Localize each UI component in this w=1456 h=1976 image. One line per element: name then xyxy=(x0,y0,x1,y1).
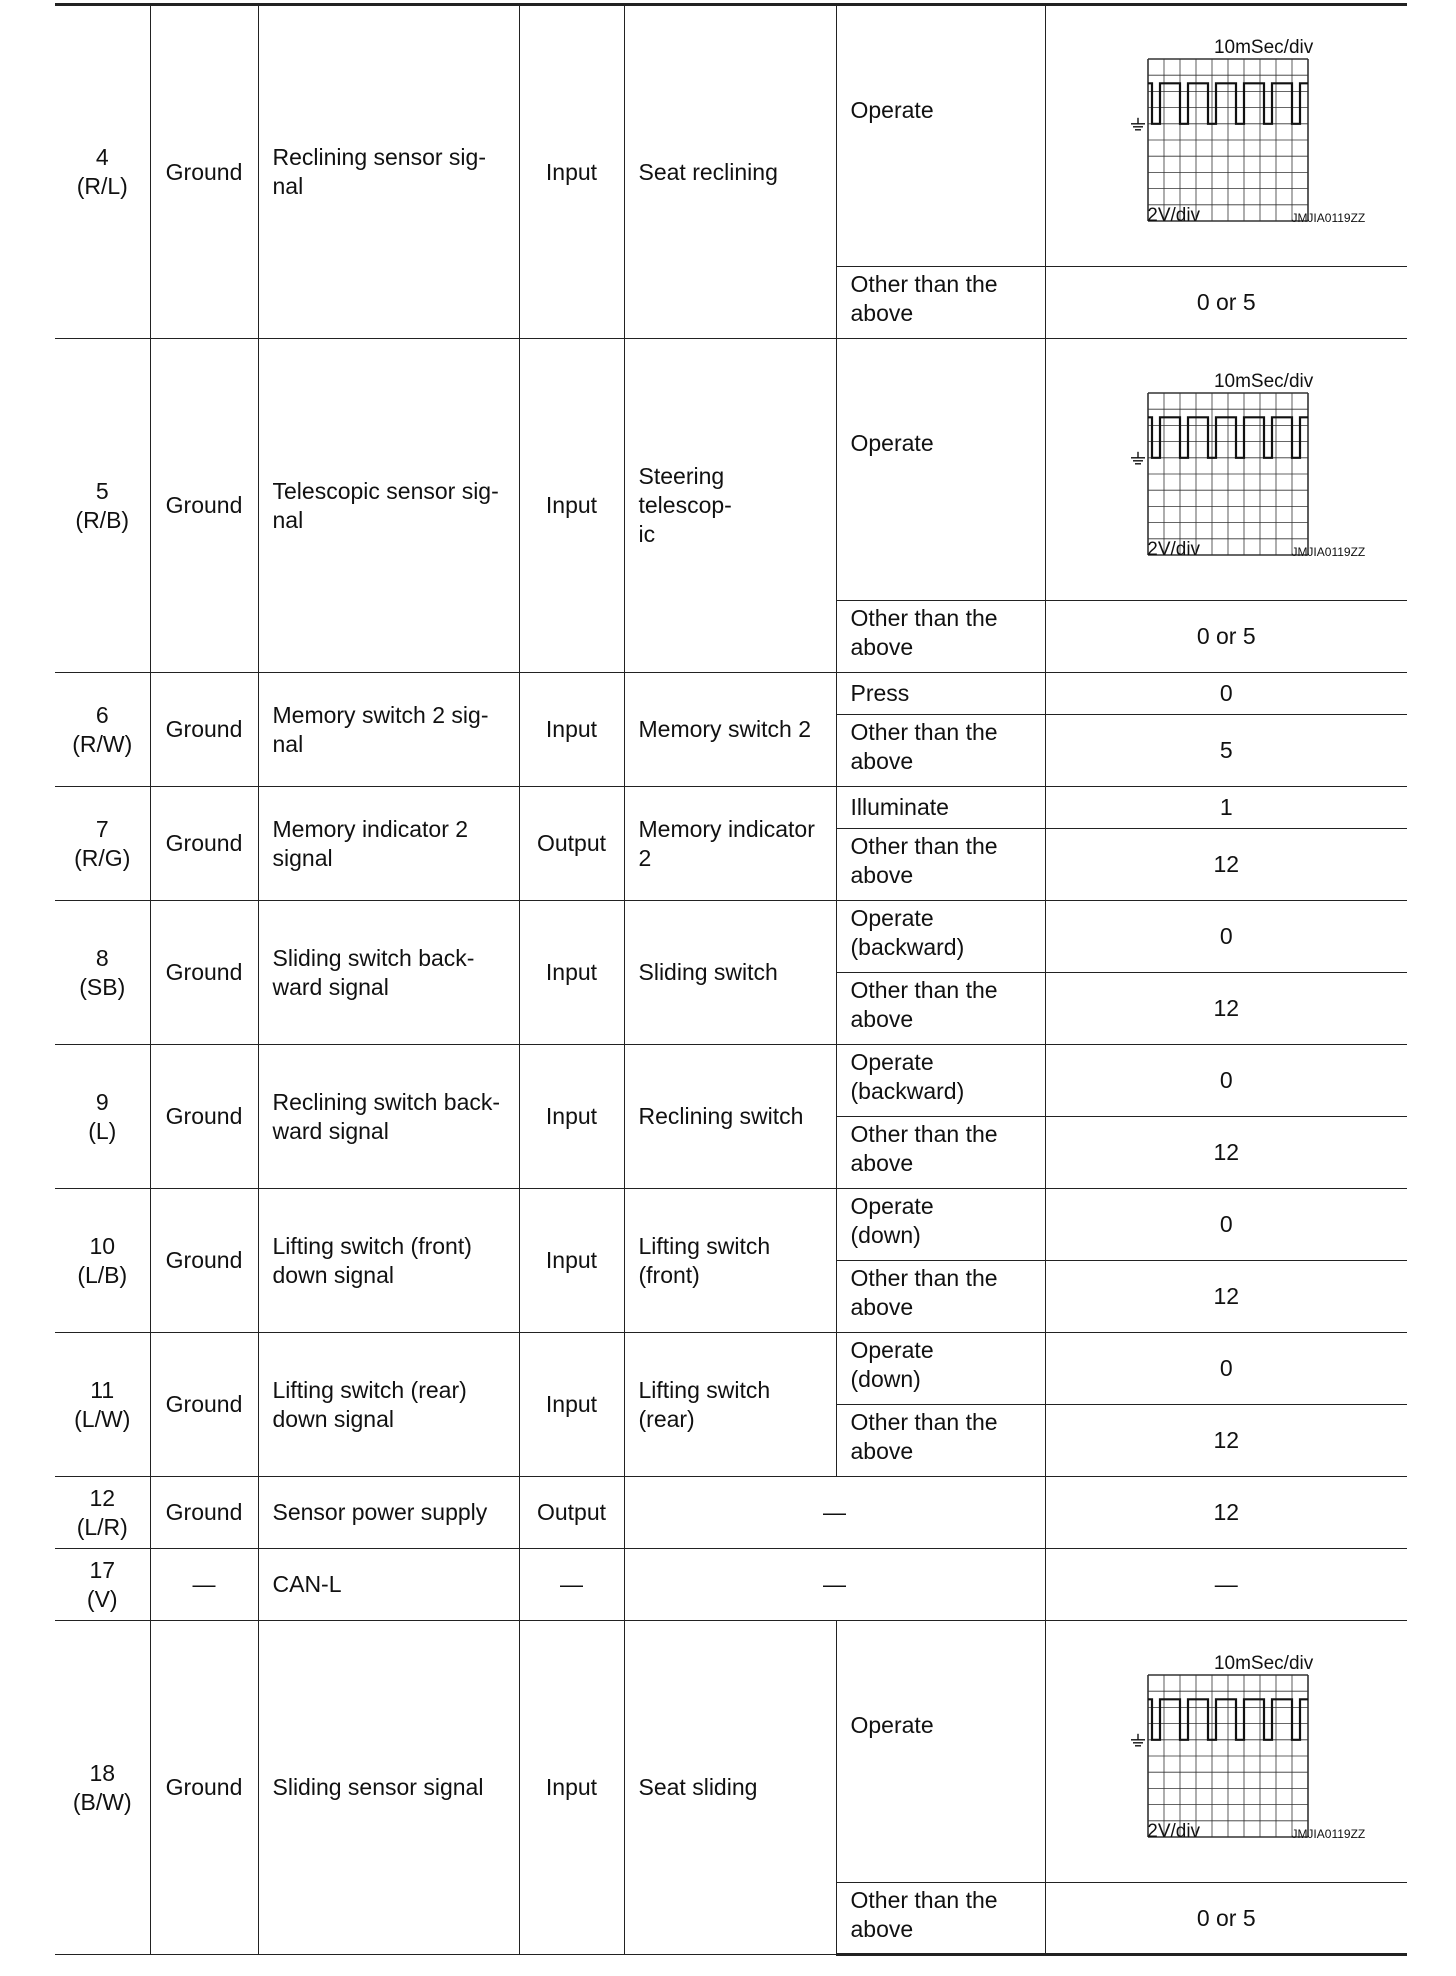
terminal-number: 7 xyxy=(95,815,109,842)
voltage-division-label: 2V/div xyxy=(1147,1820,1201,1842)
signal-description: CAN-L xyxy=(258,1549,519,1621)
wire-color: (L) xyxy=(88,1117,117,1144)
ground-cell: Ground xyxy=(150,1477,258,1549)
state-cell: Press xyxy=(836,673,1045,715)
terminal-cell xyxy=(55,1045,150,1189)
time-division-label: 10mSec/div xyxy=(1213,37,1314,58)
state-cell: Other than the above xyxy=(836,829,1045,901)
table-row xyxy=(55,1477,1407,1549)
terminal-number: 10 xyxy=(89,1232,116,1259)
voltage-value: 0 xyxy=(1045,1189,1407,1261)
state-cell: Other than the above xyxy=(836,715,1045,787)
state-cell: Other than the above xyxy=(836,973,1045,1045)
terminal-cell xyxy=(55,787,150,901)
time-division-label: 10mSec/div xyxy=(1213,370,1314,392)
condition-cell: Steering telescop- ic xyxy=(624,339,836,673)
state-cell: Other than the above xyxy=(836,1261,1045,1333)
terminal-cell xyxy=(55,1333,150,1477)
terminal-cell xyxy=(55,1549,150,1621)
condition-cell: — xyxy=(624,1477,1045,1549)
state-cell: Operate xyxy=(836,1621,1045,1883)
condition-cell: Sliding switch xyxy=(624,901,836,1045)
table-row xyxy=(55,1045,1407,1117)
wire-color: (SB) xyxy=(79,973,126,1000)
signal-description: Lifting switch (rear) down signal xyxy=(258,1333,519,1477)
terminal-cell xyxy=(55,901,150,1045)
voltage-value: 12 xyxy=(1045,973,1407,1045)
waveform-graph xyxy=(1081,37,1371,235)
voltage-value: — xyxy=(1045,1549,1407,1621)
terminal-cell xyxy=(55,339,150,673)
figure-code-label: JMJIA0119ZZ xyxy=(1291,544,1366,559)
wire-color: (B/W) xyxy=(72,1788,132,1815)
voltage-value: 12 xyxy=(1045,1261,1407,1333)
voltage-division-label: 2V/div xyxy=(1147,205,1201,226)
signal-description: Reclining sensor sig- nal xyxy=(258,5,519,339)
wire-color: (L/R) xyxy=(76,1513,128,1540)
ground-marker-icon xyxy=(1131,451,1145,463)
ground-cell: Ground xyxy=(150,1045,258,1189)
figure-code-label: JMJIA0119ZZ xyxy=(1291,1826,1366,1841)
table-row xyxy=(55,1549,1407,1621)
voltage-value: 12 xyxy=(1045,829,1407,901)
voltage-value: 0 xyxy=(1045,1333,1407,1405)
signal-description: Lifting switch (front) down signal xyxy=(258,1189,519,1333)
condition-cell: Lifting switch (front) xyxy=(624,1189,836,1333)
state-cell: Operate (backward) xyxy=(836,901,1045,973)
waveform-graph xyxy=(1081,371,1371,569)
input-output-cell: Input xyxy=(519,1189,624,1333)
table-row xyxy=(55,339,1407,601)
oscilloscope-waveform xyxy=(1081,371,1371,569)
terminal-number: 4 xyxy=(95,144,109,170)
condition-cell: Lifting switch (rear) xyxy=(624,1333,836,1477)
terminal-number: 11 xyxy=(90,1376,115,1403)
ground-cell: Ground xyxy=(150,1621,258,1955)
terminal-cell xyxy=(55,5,150,339)
wire-color: (V) xyxy=(86,1585,118,1612)
ground-cell: Ground xyxy=(150,1333,258,1477)
state-cell: Other than the above xyxy=(836,267,1045,339)
voltage-value: 12 xyxy=(1045,1477,1407,1549)
signal-description: Memory switch 2 sig- nal xyxy=(258,673,519,787)
condition-cell: — xyxy=(624,1549,1045,1621)
terminal-cell xyxy=(55,1189,150,1333)
state-cell: Operate xyxy=(836,339,1045,601)
wire-color: (R/G) xyxy=(74,844,131,871)
terminal-spec-table xyxy=(55,3,1407,1956)
voltage-value: 1 xyxy=(1045,787,1407,829)
ground-marker-icon xyxy=(1131,118,1145,130)
terminal-number: 12 xyxy=(89,1484,116,1511)
voltage-value: 0 xyxy=(1045,1045,1407,1117)
waveform-cell xyxy=(1045,1621,1407,1883)
terminal-number: 6 xyxy=(95,701,109,728)
oscilloscope-waveform xyxy=(1081,1653,1371,1851)
state-cell: Operate (down) xyxy=(836,1333,1045,1405)
state-cell: Other than the above xyxy=(836,1883,1045,1955)
terminal-number: 17 xyxy=(89,1556,116,1583)
voltage-value: 0 or 5 xyxy=(1045,601,1407,673)
state-cell: Operate xyxy=(836,5,1045,267)
condition-cell: Seat reclining xyxy=(624,5,836,339)
waveform-cell xyxy=(1045,5,1407,267)
state-cell: Illuminate xyxy=(836,787,1045,829)
input-output-cell: Input xyxy=(519,673,624,787)
terminal-number: 8 xyxy=(95,944,109,971)
voltage-value: 5 xyxy=(1045,715,1407,787)
signal-description: Sliding sensor signal xyxy=(258,1621,519,1955)
terminal-number: 9 xyxy=(95,1088,109,1115)
table-row xyxy=(55,787,1407,829)
voltage-value: 12 xyxy=(1045,1405,1407,1477)
state-cell: Other than the above xyxy=(836,1117,1045,1189)
wire-color: (R/L) xyxy=(76,173,128,199)
input-output-cell: Input xyxy=(519,1621,624,1955)
input-output-cell: — xyxy=(519,1549,624,1621)
ground-cell: — xyxy=(150,1549,258,1621)
input-output-cell: Output xyxy=(519,787,624,901)
condition-cell: Reclining switch xyxy=(624,1045,836,1189)
input-output-cell: Input xyxy=(519,339,624,673)
table-body xyxy=(55,5,1407,1955)
ground-cell: Ground xyxy=(150,901,258,1045)
condition-cell: Seat sliding xyxy=(624,1621,836,1955)
table-row xyxy=(55,1189,1407,1261)
table-row xyxy=(55,673,1407,715)
table-row xyxy=(55,1333,1407,1405)
signal-description: Sliding switch back- ward signal xyxy=(258,901,519,1045)
input-output-cell: Input xyxy=(519,1045,624,1189)
voltage-value: 0 xyxy=(1045,673,1407,715)
voltage-value: 0 xyxy=(1045,901,1407,973)
input-output-cell: Output xyxy=(519,1477,624,1549)
state-cell: Other than the above xyxy=(836,1405,1045,1477)
signal-description: Telescopic sensor sig- nal xyxy=(258,339,519,673)
input-output-cell: Input xyxy=(519,1333,624,1477)
terminal-number: 5 xyxy=(95,477,109,504)
oscilloscope-waveform xyxy=(1081,37,1371,235)
voltage-value: 0 or 5 xyxy=(1045,1883,1407,1955)
state-cell: Other than the above xyxy=(836,601,1045,673)
input-output-cell: Input xyxy=(519,901,624,1045)
wire-color: (L/B) xyxy=(77,1261,128,1288)
terminal-cell xyxy=(55,1621,150,1955)
terminal-number: 18 xyxy=(89,1759,116,1786)
signal-description: Memory indicator 2 signal xyxy=(258,787,519,901)
terminal-cell xyxy=(55,1477,150,1549)
waveform-cell xyxy=(1045,339,1407,601)
waveform-graph xyxy=(1081,1653,1371,1851)
ground-cell: Ground xyxy=(150,673,258,787)
condition-cell: Memory switch 2 xyxy=(624,673,836,787)
ground-cell: Ground xyxy=(150,5,258,339)
voltage-value: 0 or 5 xyxy=(1045,267,1407,339)
table-row xyxy=(55,901,1407,973)
time-division-label: 10mSec/div xyxy=(1213,1652,1314,1674)
table-row xyxy=(55,5,1407,267)
input-output-cell: Input xyxy=(519,5,624,339)
wire-color: (R/B) xyxy=(75,506,130,533)
ground-marker-icon xyxy=(1131,1733,1145,1745)
state-cell: Operate (backward) xyxy=(836,1045,1045,1117)
ground-cell: Ground xyxy=(150,787,258,901)
voltage-division-label: 2V/div xyxy=(1147,538,1201,560)
terminal-cell xyxy=(55,673,150,787)
figure-code-label: JMJIA0119ZZ xyxy=(1291,211,1366,225)
ground-cell: Ground xyxy=(150,1189,258,1333)
signal-description: Sensor power supply xyxy=(258,1477,519,1549)
condition-cell: Memory indicator 2 xyxy=(624,787,836,901)
state-cell: Operate (down) xyxy=(836,1189,1045,1261)
ground-cell: Ground xyxy=(150,339,258,673)
wire-color: (L/W) xyxy=(74,1405,131,1432)
table-row xyxy=(55,1621,1407,1883)
wire-color: (R/W) xyxy=(72,730,133,757)
voltage-value: 12 xyxy=(1045,1117,1407,1189)
signal-description: Reclining switch back- ward signal xyxy=(258,1045,519,1189)
